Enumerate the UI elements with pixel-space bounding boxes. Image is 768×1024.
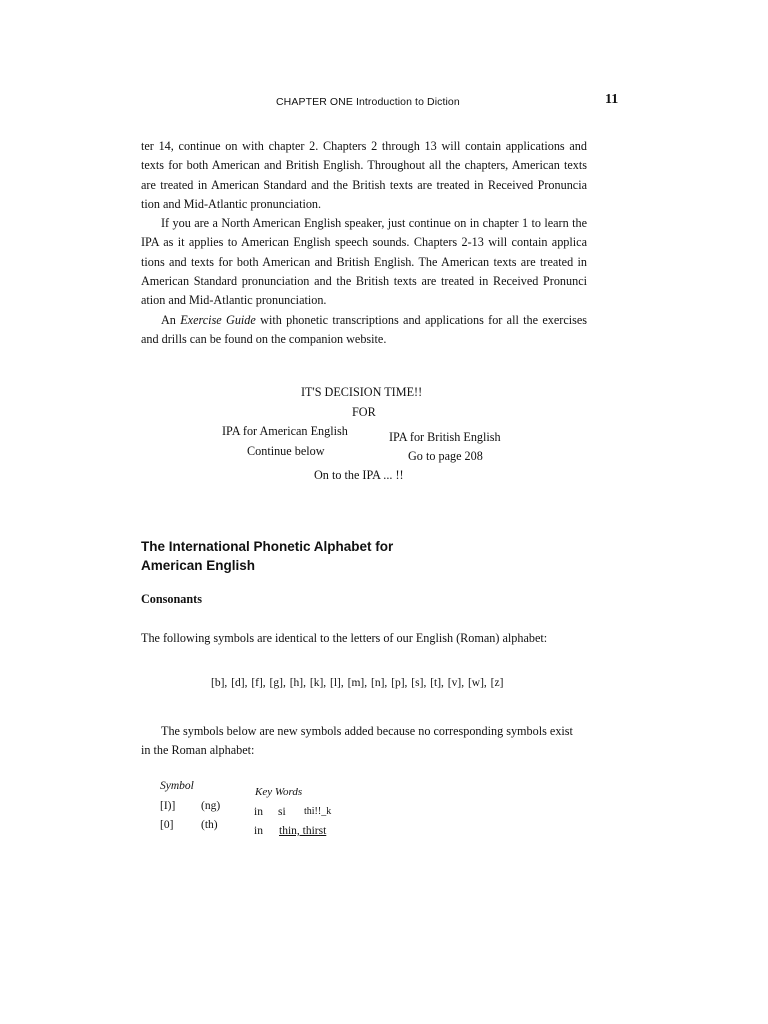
intro-paragraph-1: ter 14, continue on with chapter 2. Chapters 2 through 13 will contain applications and texts for both American and British English. Throughout all the chapters, American texts are treated in American Standard and the British texts are treated in Received Pronuncia tion and Mid-Atlantic pronunciation. — [141, 139, 587, 211]
new-symbols-line-2: in the Roman alphabet: — [141, 743, 255, 758]
british-instruction: Go to page 208 — [408, 449, 483, 463]
row-keyword-1: in — [254, 825, 263, 837]
row-symbol: [I)] — [160, 800, 176, 812]
row-symbol-name: (th) — [201, 819, 218, 831]
p3-pre: An — [161, 312, 176, 327]
new-symbols-line-1: The symbols below are new symbols added because no corresponding symbols exist — [161, 724, 573, 738]
intro-paragraph-2: If you are a North American English speaker, just continue on in chapter 1 to learn the IPA as it applies to American English speech sounds. Chapters 2-13 will contain applica tions and texts for both American and British English. The American texts are treated in American Standard pronunciation and the British texts are treated in Received Pronunci ation and Mid-Atlantic pronunciation. — [141, 216, 587, 308]
exercise-guide-title: Exercise Guide — [180, 312, 256, 327]
roman-symbols-list: [b], [d], [f], [g], [h], [k], [l], [m], [n], [p], [s], [t], [v], [w], [z] — [211, 677, 504, 689]
symbol-column-header: Symbol — [160, 780, 194, 792]
row-symbol-name: (ng) — [201, 800, 221, 812]
decision-for: FOR — [352, 405, 376, 419]
american-instruction: Continue below — [247, 444, 325, 458]
row-keyword-3: thin, thirst — [279, 825, 327, 837]
row-keyword-1: in — [254, 806, 263, 818]
british-option: IPA for British English — [389, 430, 501, 444]
new-symbols-text — [141, 722, 587, 761]
row-symbol: [0] — [160, 819, 174, 831]
section-title-line-1: The International Phonetic Alphabet for — [141, 539, 394, 554]
page-number: 11 — [605, 92, 619, 107]
identical-symbols-text: The following symbols are identical to the letters of our English (Roman) alphabet: — [141, 631, 548, 645]
row-keyword-2: si — [278, 806, 286, 818]
decision-heading: IT'S DECISION TIME!! — [301, 385, 423, 399]
intro-text — [141, 137, 587, 349]
section-title-line-2: American English — [141, 558, 256, 573]
american-option: IPA for American English — [222, 424, 348, 438]
consonants-subhead: Consonants — [141, 592, 202, 606]
intro-paragraph-3 — [141, 311, 587, 350]
keywords-column-header: Key Words — [255, 786, 303, 798]
row-keyword-3: thi!!_k — [304, 806, 332, 817]
onward-line: On to the IPA ... !! — [314, 468, 404, 482]
running-head: CHAPTER ONE Introduction to Diction — [276, 96, 460, 108]
p3-post: with phonetic transcriptions and applications for all the exercises and drills can be found on the companion website. — [141, 312, 588, 346]
section-title — [141, 537, 393, 575]
